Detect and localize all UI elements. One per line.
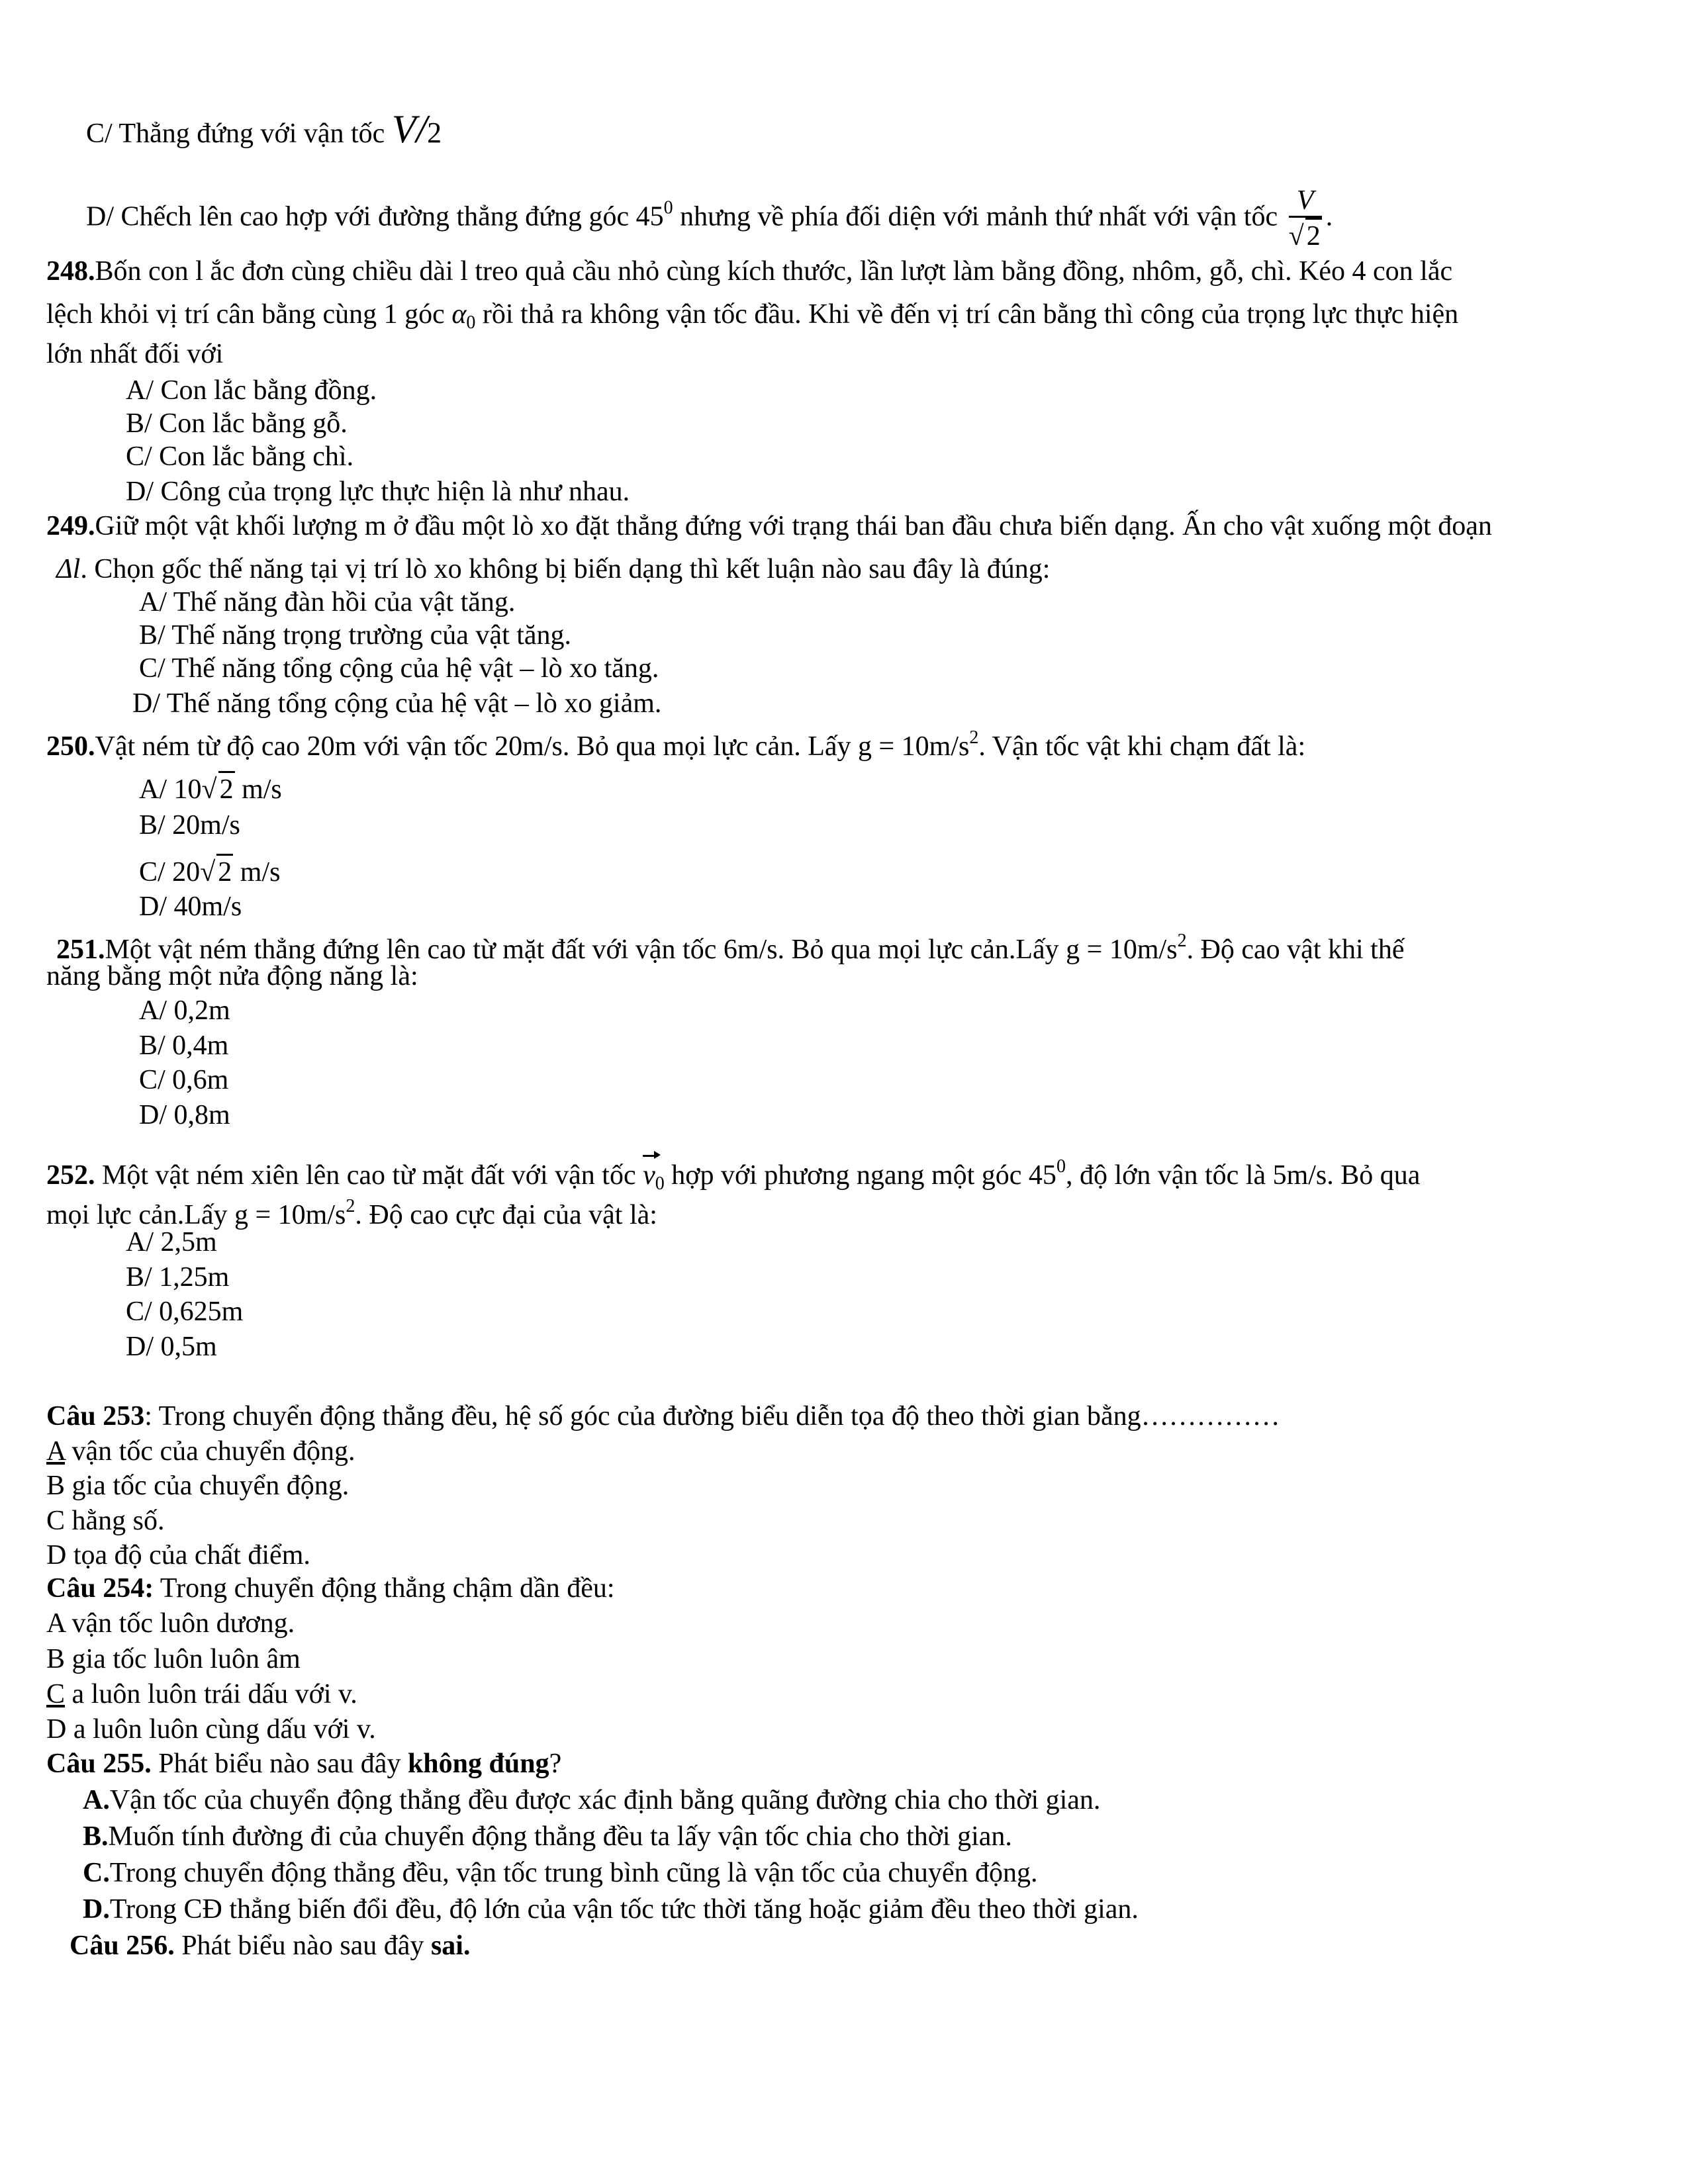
q256-question: Câu 256. Phát biểu nào sau đây sai. (70, 1931, 471, 1961)
q251-option-d: D/ 0,8m (139, 1100, 230, 1130)
q248-line-1: 248.Bốn con l ắc đơn cùng chiều dài l treo quả cầu nhỏ cùng kích thước, lần lượt làm bằng đồng, nhôm, gỗ, chì. Kéo 4 con lắc (46, 256, 1453, 287)
q255-option-d: D.Trong CĐ thẳng biến đổi đều, độ lớn của vận tốc tức thời tăng hoặc giảm đều theo thời gian. (83, 1894, 1139, 1925)
q254-question: Câu 254: Trong chuyển động thẳng chậm dần đều: (46, 1573, 615, 1604)
q255-option-c: C.Trong chuyển động thẳng đều, vận tốc trung bình cũng là vận tốc của chuyển động. (83, 1858, 1038, 1888)
q248-line-3: lớn nhất đối với (46, 339, 224, 369)
q254-option-d: D a luôn luôn cùng dấu với v. (46, 1714, 376, 1745)
q248-option-b: B/ Con lắc bằng gỗ. (126, 408, 348, 439)
q254-option-b: B gia tốc luôn luôn âm (46, 1644, 301, 1674)
q255-option-b: B.Muốn tính đường đi của chuyển động thẳng đều ta lấy vận tốc chia cho thời gian. (83, 1821, 1012, 1852)
q255-option-a: A.Vận tốc của chuyển động thẳng đều được xác định bằng quãng đường chia cho thời gian. (83, 1785, 1101, 1815)
q251-line-2: năng bằng một nửa động năng là: (46, 961, 418, 991)
q253-option-d: D tọa độ của chất điểm. (46, 1540, 310, 1570)
q251-option-c: C/ 0,6m (139, 1065, 229, 1095)
q247-option-c: C/ Thẳng đứng với vận tốc V/2 (86, 107, 442, 151)
q252-option-d: D/ 0,5m (126, 1332, 217, 1362)
vector-v0: v (643, 1160, 655, 1191)
q253-option-b: B gia tốc của chuyển động. (46, 1471, 350, 1501)
q253-option-a: A vận tốc của chuyển động. (46, 1436, 355, 1467)
q253-option-c: C hằng số. (46, 1506, 165, 1536)
q248-line-2: lệch khỏi vị trí cân bằng cùng 1 góc $\alpha_0$ rồi thả ra không vận tốc đầu. Khi về đến vị trí cân bằng thì công của trọng lực thực hiện (46, 299, 1459, 333)
q249-line-1: 249.Giữ một vật khối lượng m ở đầu một lò xo đặt thẳng đứng với trạng thái ban đầu chưa biến dạng. Ấn cho vật xuống một đoạn (46, 511, 1492, 541)
q252-line-2: mọi lực cản.Lấy $g = 10m/s^2$. Độ cao cực đại của vật là: (46, 1196, 657, 1230)
q249-option-b: B/ Thế năng trọng trường của vật tăng. (139, 620, 572, 651)
q252-option-c: C/ 0,625m (126, 1297, 244, 1327)
q251-option-b: B/ 0,4m (139, 1030, 229, 1061)
q249-line-2: Δl. Chọn gốc thế năng tại vị trí lò xo không bị biến dạng thì kết luận nào sau đây là đúng: (56, 554, 1051, 584)
q250-line-1: 250.Vật ném từ độ cao 20m với vận tốc 20m/s. Bỏ qua mọi lực cản. Lấy $g = 10m/s^2$. Vận tốc vật khi chạm đất là: (46, 727, 1306, 762)
q252-option-b: B/ 1,25m (126, 1262, 230, 1293)
q252-line-1: 252. Một vật ném xiên lên cao từ mặt đất với vận tốc $v_0$ hợp với phương ngang một góc $45^0$, độ lớn vận tốc là 5m/s. Bỏ qua (46, 1156, 1421, 1194)
q247-option-d: D/ Chếch lên cao hợp với đường thẳng đứng góc $45^0$ nhưng về phía đối diện với mảnh thứ nhất với vận tốc $\frac{V}{√2}$ . (86, 185, 1333, 251)
q250-option-d: D/ 40m/s (139, 891, 242, 922)
q248-option-c: C/ Con lắc bằng chì. (126, 441, 354, 472)
q250-option-a: A/ 10√2 m/s (139, 771, 282, 806)
q255-question: Câu 255. Phát biểu nào sau đây không đúng? (46, 1749, 562, 1779)
q254-option-a: A vận tốc luôn dương. (46, 1608, 295, 1639)
q248-option-a: A/ Con lắc bằng đồng. (126, 375, 377, 406)
q250-option-c: C/ 20√2 m/s (139, 854, 280, 889)
q251-line-1: 251.Một vật ném thẳng đứng lên cao từ mặt đất với vận tốc 6m/s. Bỏ qua mọi lực cản.Lấy $g = 10m/s^2$. Độ cao vật khi thế (56, 931, 1405, 965)
q251-option-a: A/ 0,2m (139, 995, 230, 1026)
q250-option-b: B/ 20m/s (139, 810, 240, 841)
q249-option-c: C/ Thế năng tổng cộng của hệ vật – lò xo tăng. (139, 653, 659, 684)
q248-option-d: D/ Công của trọng lực thực hiện là như nhau. (126, 477, 630, 507)
fraction-v-sqrt2: $\frac{V}{√2}$ (1288, 185, 1321, 251)
q253-question: Câu 253: Trong chuyển động thẳng đều, hệ số góc của đường biểu diễn tọa độ theo thời gian bằng…………… (46, 1401, 1280, 1432)
q249-option-d: D/ Thế năng tổng cộng của hệ vật – lò xo giảm. (132, 688, 662, 719)
q252-option-a: A/ 2,5m (126, 1227, 217, 1257)
q249-option-a: A/ Thế năng đàn hồi của vật tăng. (139, 587, 516, 617)
q254-option-c: C a luôn luôn trái dấu với v. (46, 1679, 357, 1709)
